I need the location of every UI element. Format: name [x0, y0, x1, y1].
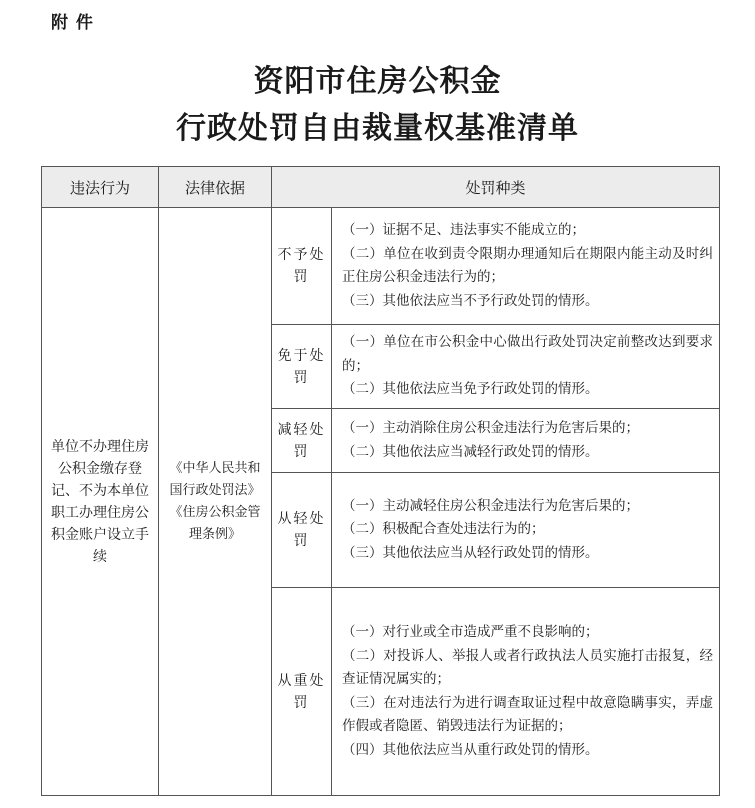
list-item: （一）证据不足、违法事实不能成立的； [342, 222, 585, 238]
list-item: （三）其他依法应当从轻行政处罚的情形。 [342, 544, 599, 561]
attachment-label: 附 件 [51, 13, 94, 33]
category-lighter: 从轻处罚 [272, 473, 332, 588]
category-heavier: 从重处罚 [272, 588, 332, 796]
category-items [332, 325, 720, 409]
table-header-row [42, 167, 720, 208]
document-title-line-2: 行政处罚自由裁量权基准清单 [176, 111, 579, 146]
list-item: （二）积极配合查处违法行为的； [342, 521, 545, 538]
violation-cell: 单位不办理住房公积金缴存登记、不为本单位职工办理住房公积金账户设立手续 [42, 208, 159, 796]
header-penalty-type: 处罚种类 [272, 167, 720, 208]
category-exempt: 免于处罚 [272, 325, 332, 409]
list-item: （三）在对违法行为进行调查取证过程中故意隐瞒事实，弄虚作假或者隐匿、销毁违法行为证据的； [342, 694, 714, 734]
category-items [332, 588, 720, 796]
category-no-penalty: 不予处罚 [272, 208, 332, 325]
document-title-line-1: 资阳市住房公积金 [253, 64, 502, 99]
list-item: （三）其他依法应当不予行政处罚的情形。 [342, 292, 599, 309]
header-legal-basis: 法律依据 [159, 167, 272, 208]
list-item: （二）其他依法应当免予行政处罚的情形。 [342, 381, 599, 398]
penalty-standards-table [41, 166, 720, 796]
category-items [332, 208, 720, 325]
category-items [332, 473, 720, 588]
category-reduced: 减轻处罚 [272, 409, 332, 473]
list-item: （一）对行业或全市造成严重不良影响的； [342, 624, 599, 640]
list-item: （二）单位在收到责令限期办理通知后在期限内能主动及时纠正住房公积金违法行为的； [342, 245, 714, 285]
table-row [42, 208, 720, 325]
legal-basis-cell: 《中华人民共和国行政处罚法》《住房公积金管理条例》 [159, 208, 272, 796]
header-violation: 违法行为 [42, 167, 159, 208]
category-items [332, 409, 720, 473]
list-item: （一）单位在市公积金中心做出行政处罚决定前整改达到要求的； [342, 334, 714, 374]
list-item: （二）其他依法应当减轻行政处罚的情形。 [342, 443, 599, 460]
list-item: （二）对投诉人、举报人或者行政执法人员实施打击报复，经查证情况属实的； [342, 647, 714, 687]
list-item: （一）主动减轻住房公积金违法行为危害后果的； [342, 497, 639, 514]
list-item: （四）其他依法应当从重行政处罚的情形。 [342, 741, 599, 758]
list-item: （一）主动消除住房公积金违法行为危害后果的； [342, 420, 639, 436]
